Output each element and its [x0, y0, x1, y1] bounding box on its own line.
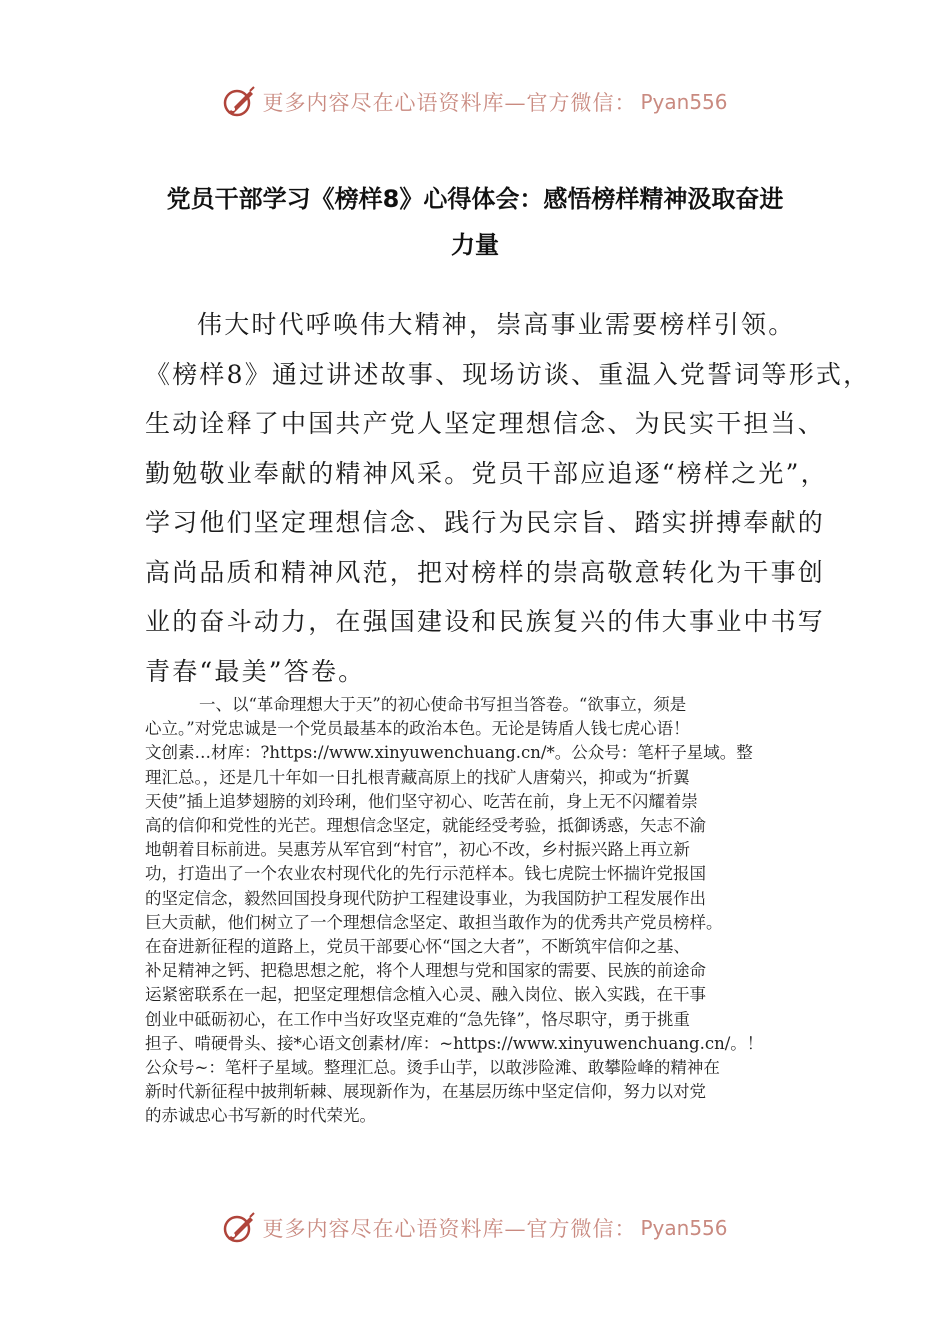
- body-line: 理汇总。，还是几十年如一日扎根青藏高原上的找矿人唐菊兴，抑或为“折翼: [145, 767, 690, 787]
- body-line: 运紧密联系在一起，把坚定理想信念植入心灵、融入岗位、嵌入实践，在干事: [145, 985, 706, 1005]
- body-line: 天使”插上追梦翅膀的刘玲琍，他们坚守初心、吃苦在前，身上无不闪耀着崇: [145, 791, 698, 811]
- body-line: 文创素…材库：?https://www.xinyuwenchuang.cn/*。公众号：笔杆子星域。整: [145, 743, 753, 763]
- body-line: 的坚定信念，毅然回国投身现代防护工程建设事业，为我国防护工程发展作出: [145, 888, 706, 908]
- lead-paragraph: [145, 300, 871, 696]
- lead-line: 伟大时代呼唤伟大精神，崇高事业需要榜样引领。: [197, 310, 796, 339]
- pen-logo-icon: [222, 85, 256, 119]
- body-line: 高的信仰和党性的光芒。理想信念坚定，就能经受考验，抵御诱惑，矢志不渝: [145, 816, 706, 836]
- body-line: 在奋进新征程的道路上，党员干部要心怀“国之大者”，不断筑牢信仰之基、: [145, 937, 690, 957]
- lead-line: 《榜样8》通过讲述故事、现场访谈、重温入党誓词等形式，: [145, 359, 871, 389]
- header-banner: [0, 82, 950, 122]
- body-line: 一、以“革命理想大于天”的初心使命书写担当答卷。“欲事立，须是: [199, 695, 687, 714]
- body-paragraph: [145, 693, 810, 1129]
- body-line: 的赤诚忠心书写新的时代荣光。: [145, 1106, 376, 1126]
- body-line: 功，打造出了一个农业农村现代化的先行示范样本。钱七虎院士怀揣许党报国: [145, 864, 706, 884]
- body-line: 补足精神之钙、把稳思想之舵，将个人理想与党和国家的需要、民族的前途命: [145, 961, 706, 981]
- body-line: 公众号~：笔杆子星域。整理汇总。烫手山芋，以敢涉险滩、敢攀险峰的精神在: [145, 1058, 720, 1078]
- body-line: 担子、啃硬骨头、接*心语文创素材/库：~https://www.xinyuwenchuang.cn/。！: [145, 1033, 764, 1053]
- footer-wechat-id: Pyan556: [640, 1216, 728, 1240]
- lead-line: 生动诠释了中国共产党人坚定理想信念、为民实干担当、: [145, 409, 826, 438]
- document-title: [120, 176, 830, 268]
- header-wechat-id: Pyan556: [640, 90, 728, 114]
- footer-banner: [0, 1208, 950, 1248]
- lead-line: 高尚品质和精神风范，把对榜样的崇高敬意转化为干事创: [145, 557, 826, 587]
- body-line: 心立。”对党忠诚是一个党员最基本的政治本色。无论是铸盾人钱七虎心语！: [145, 719, 690, 739]
- title-line-1: 党员干部学习《榜样8》心得体会：感悟榜样精神汲取奋进: [166, 185, 784, 213]
- lead-line: 勤勉敬业奉献的精神风采。党员干部应追逐“榜样之光”，: [145, 458, 828, 488]
- body-line: 新时代新征程中披荆斩棘、展现新作为，在基层历练中坚定信仰，努力以对党: [145, 1082, 706, 1102]
- body-line: 地朝着目标前进。吴惠芳从军官到“村官”，初心不改，乡村振兴路上再立新: [145, 840, 690, 860]
- footer-banner-text: 更多内容尽在心语资料库—官方微信：: [262, 1217, 637, 1241]
- lead-line: 学习他们坚定理想信念、践行为民宗旨、踏实拼搏奉献的: [145, 508, 826, 537]
- title-line-2: 力量: [451, 231, 499, 259]
- lead-line: 青春“最美”答卷。: [145, 656, 366, 686]
- body-line: 巨大贡献，他们树立了一个理想信念坚定、敢担当敢作为的优秀共产党员榜样。: [145, 912, 723, 932]
- body-line: 创业中砥砺初心，在工作中当好攻坚克难的“急先锋”，恪尽职守，勇于挑重: [145, 1009, 690, 1029]
- pen-logo-icon: [222, 1211, 256, 1245]
- header-banner-text: 更多内容尽在心语资料库—官方微信：: [262, 91, 637, 115]
- lead-line: 业的奋斗动力，在强国建设和民族复兴的伟大事业中书写: [145, 607, 826, 636]
